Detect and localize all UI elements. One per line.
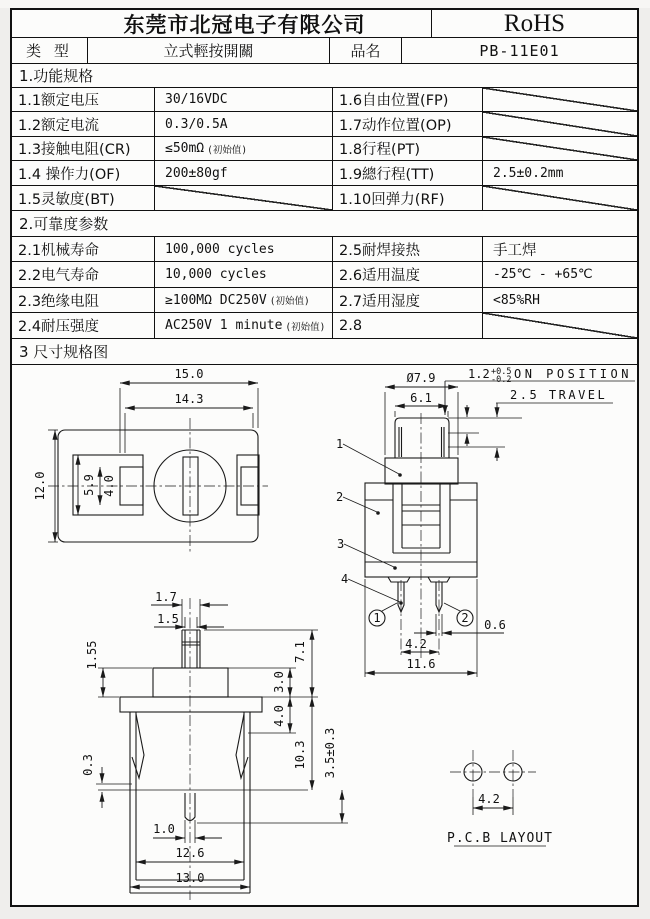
value-cell: 10,000 cycles <box>155 262 333 287</box>
dim-on-position-tol-minus: -0.2 <box>491 375 512 385</box>
company-name: 东莞市北冠电子有限公司 <box>12 10 432 37</box>
section2-title: 2.可靠度参数 <box>12 211 637 237</box>
value-cell: 200±80gf <box>155 161 333 185</box>
dim-stem-inner: 1.5 <box>157 612 179 626</box>
section1-title: 1.功能规格 <box>12 64 637 88</box>
type-row <box>12 38 637 64</box>
spec-row <box>12 313 637 339</box>
spec-row <box>12 186 637 211</box>
header-row <box>12 10 637 38</box>
dim-ear-height: 5.9 <box>82 474 96 496</box>
value-cell: ≤50mΩ (初始值) <box>155 137 333 160</box>
label-cell: 2.7适用湿度 <box>333 288 483 312</box>
label-cell: 1.1额定电压 <box>12 88 155 111</box>
label-cell: 1.8行程(PT) <box>333 137 483 160</box>
dimension-drawing-area <box>12 365 637 905</box>
dim-stem-height: 7.1 <box>293 641 307 663</box>
dim-body-depth: 10.3 <box>293 740 307 770</box>
label-cell: 1.7动作位置(OP) <box>333 112 483 136</box>
label-cell: 1.5灵敏度(BT) <box>12 186 155 210</box>
value-cell-empty <box>483 186 637 210</box>
value-cell-empty <box>483 88 637 111</box>
dim-hook-depth: 4.0 <box>272 705 286 727</box>
dim-cup-outer: 13.0 <box>175 871 205 885</box>
label-cell: 2.1机械寿命 <box>12 237 155 261</box>
dim-block-step: 1.55 <box>85 640 99 670</box>
spec-row <box>12 161 637 186</box>
spec-row <box>12 288 637 313</box>
part-number: PB-11E01 <box>479 41 560 60</box>
label-cell: 1.6自由位置(FP) <box>333 88 483 111</box>
dim-top-width-inner: 14.3 <box>174 392 204 406</box>
label-cell: 2.2电气寿命 <box>12 262 155 287</box>
dim-top-width-outer: 15.0 <box>174 367 204 381</box>
spec-row <box>12 137 637 161</box>
dim-on-position-tol-plus: +0.5 <box>491 367 512 377</box>
pin-2-marker: 2 <box>461 611 469 625</box>
dim-on-position-value: 1.2 <box>468 367 490 381</box>
on-position-label: ON POSITION <box>514 367 632 381</box>
pin-1-marker: 1 <box>373 611 381 625</box>
dim-body-width: 11.6 <box>406 657 436 671</box>
label-cell: 2.3绝缘电阻 <box>12 288 155 312</box>
section3-title: 3 尺寸规格图 <box>12 339 637 365</box>
top-view-drawing <box>33 367 268 554</box>
dim-block-height: 3.0 <box>272 671 286 693</box>
dim-hole-width: 1.0 <box>153 822 175 836</box>
label-cell: 2.5耐焊接热 <box>333 237 483 261</box>
spec-row <box>12 237 637 262</box>
value-cell: -25℃ - +65℃ <box>493 267 593 282</box>
value-cell: ≥100MΩ DC250V (初始值) <box>155 288 333 312</box>
type-label: 类 型 <box>12 38 88 63</box>
spec-row <box>12 262 637 288</box>
dim-pin-length: 3.5±0.3 <box>323 727 337 779</box>
value-cell: 0.3/0.5A <box>155 112 333 136</box>
dim-stem-outer: 1.7 <box>155 590 177 604</box>
travel-label: 2.5 TRAVEL <box>510 388 608 402</box>
part-name-label: 品名 <box>330 38 402 63</box>
rohs-mark: RoHS <box>503 10 566 37</box>
value-cell-empty <box>483 313 637 338</box>
value-cell: 手工焊 <box>493 242 537 259</box>
callout-3: 3 <box>337 537 345 551</box>
dim-pin-width: 0.6 <box>484 618 506 632</box>
pcb-layout-drawing <box>447 750 553 846</box>
label-cell: 1.10回弹力(RF) <box>333 186 483 210</box>
value-cell-empty <box>483 112 637 136</box>
side-view-drawing <box>81 590 348 900</box>
dim-cup-inner: 12.6 <box>175 846 205 860</box>
dim-pin-pitch: 4.2 <box>405 637 427 651</box>
dim-pad-height: 4.0 <box>102 475 116 497</box>
label-cell: 1.4 操作力(OF) <box>12 161 155 185</box>
datasheet-sheet <box>10 8 639 907</box>
dim-lip: 0.3 <box>81 754 95 776</box>
value-cell-empty <box>155 186 333 210</box>
type-value: 立式輕按開關 <box>88 38 330 63</box>
front-view-drawing <box>336 367 635 677</box>
callout-2: 2 <box>336 490 344 504</box>
pcb-layout-label: P.C.B LAYOUT <box>447 831 553 846</box>
callout-4: 4 <box>341 572 349 586</box>
value-cell: 100,000 cycles <box>155 237 333 261</box>
label-cell: 1.9總行程(TT) <box>333 161 483 185</box>
dimension-drawing <box>12 365 637 905</box>
label-cell: 2.8 <box>333 313 483 338</box>
callout-1: 1 <box>336 437 344 451</box>
dim-hole-pitch: 4.2 <box>478 792 500 806</box>
value-cell: 2.5±0.2mm <box>493 165 564 181</box>
dim-cap-width: 6.1 <box>410 391 432 405</box>
value-cell: AC250V 1 minute (初始值) <box>155 313 333 338</box>
dim-top-height: 12.0 <box>33 471 47 501</box>
label-cell: 1.3接触电阻(CR) <box>12 137 155 160</box>
dim-flange-dia: Ø7.9 <box>406 371 436 385</box>
label-cell: 2.4耐压强度 <box>12 313 155 338</box>
value-cell-empty <box>483 137 637 160</box>
label-cell: 1.2额定电流 <box>12 112 155 136</box>
spec-row <box>12 88 637 112</box>
value-cell: 30/16VDC <box>155 88 333 111</box>
value-cell: <85%RH <box>493 292 540 308</box>
spec-row <box>12 112 637 137</box>
label-cell: 2.6适用温度 <box>333 262 483 287</box>
